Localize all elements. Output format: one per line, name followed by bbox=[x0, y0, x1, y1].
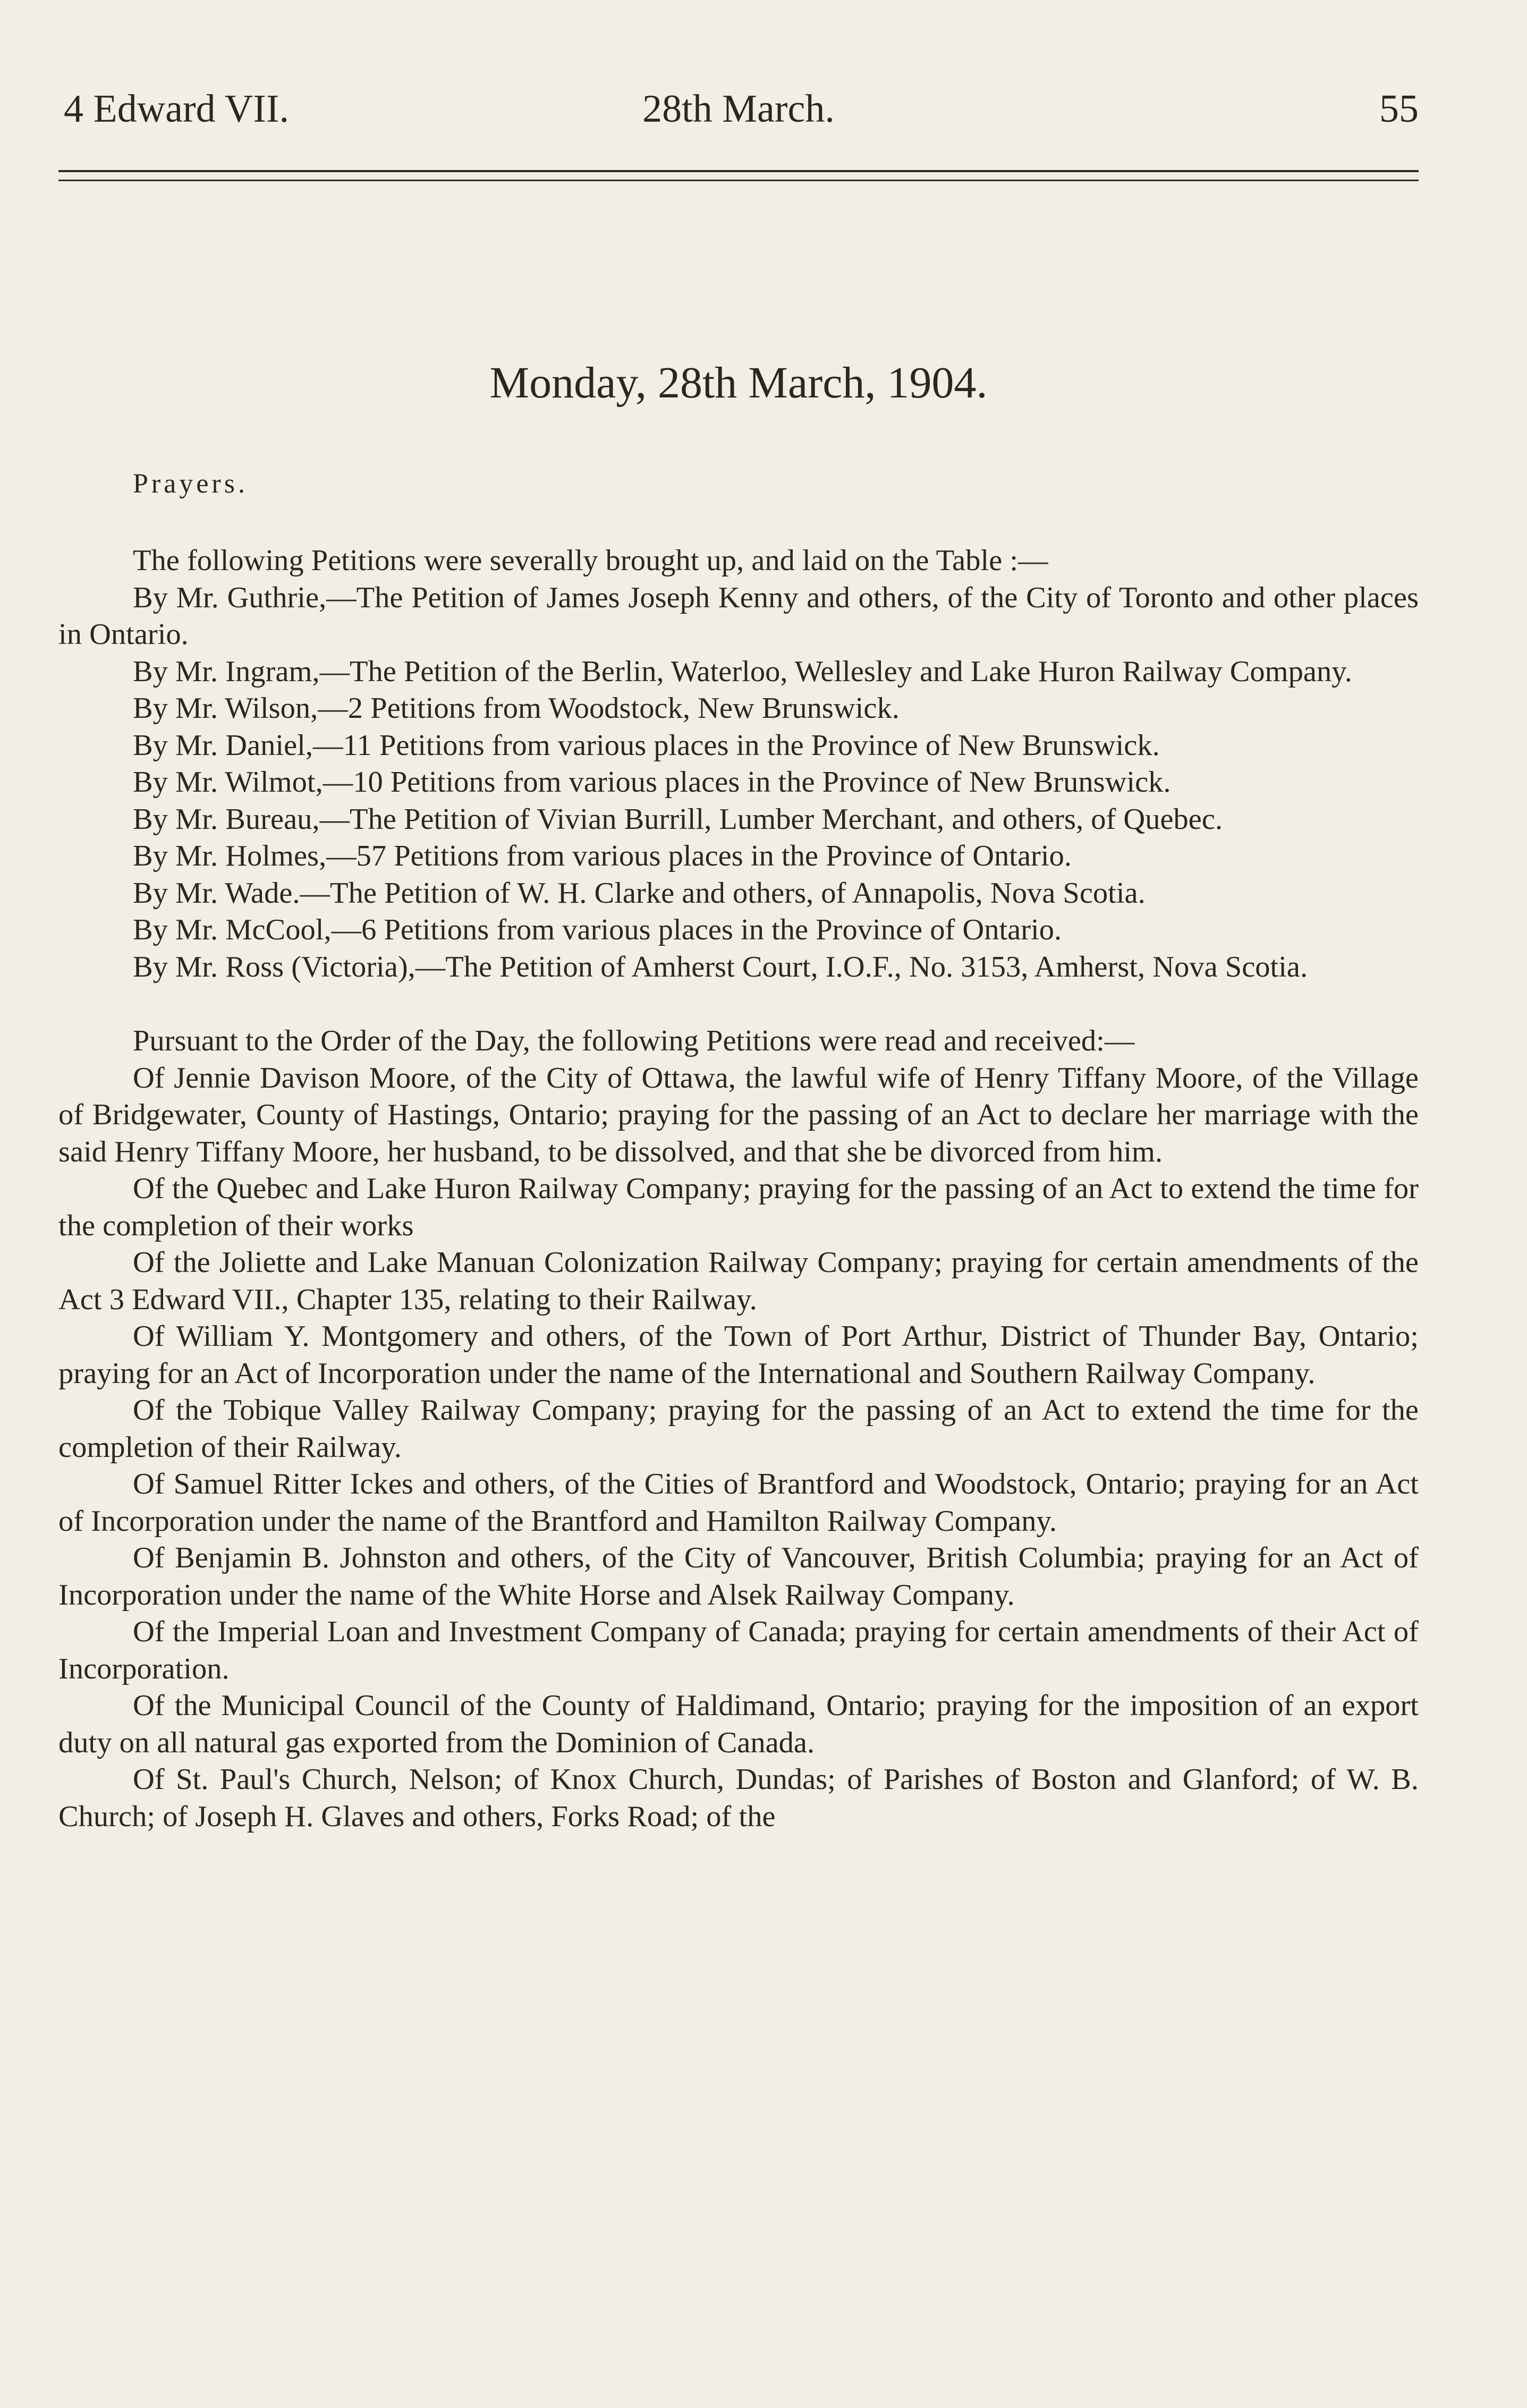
running-head bbox=[58, 80, 1419, 138]
petition-entry: By Mr. Wilson,—2 Petitions from Woodstock, New Brunswick. bbox=[133, 692, 900, 725]
received-intro: Pursuant to the Order of the Day, the following Petitions were read and received:— bbox=[133, 1024, 1135, 1057]
petitions-received bbox=[58, 1023, 1419, 1835]
petition-entry: By Mr. Holmes,—57 Petitions from various places in the Province of Ontario. bbox=[133, 840, 1072, 872]
prayers-label: Prayers. bbox=[133, 469, 248, 499]
received-entry: Of Jennie Davison Moore, of the City of Ottawa, the lawful wife of Henry Tiffany Moore, of the Village of Bridgewater, County of Hastings, Ontario; praying for the passing of an Act to declare her marriage with the said Henry Tiffany Moore, her husband, to be dissolved, and that she be divorced from him. bbox=[58, 1061, 1419, 1168]
page-number: 55 bbox=[1379, 87, 1419, 131]
petition-entry: By Mr. Ingram,—The Petition of the Berlin, Waterloo, Wellesley and Lake Huron Railway Company. bbox=[133, 655, 1352, 688]
received-entry: Of Samuel Ritter Ickes and others, of the Cities of Brantford and Woodstock, Ontario; praying for an Act of Incorporation under the name of the Brantford and Hamilton Railway Company. bbox=[58, 1468, 1419, 1538]
received-entry: Of the Quebec and Lake Huron Railway Company; praying for the passing of an Act to extend the time for the completion of their works bbox=[58, 1172, 1419, 1242]
petition-entry: By Mr. Guthrie,—The Petition of James Joseph Kenny and others, of the City of Toronto and other places in Ontario. bbox=[58, 581, 1419, 651]
petition-entry: By Mr. Daniel,—11 Petitions from various places in the Province of New Brunswick. bbox=[133, 728, 1160, 762]
petition-entry: By Mr. Bureau,—The Petition of Vivian Burrill, Lumber Merchant, and others, of Quebec. bbox=[133, 802, 1223, 836]
journal-page bbox=[58, 80, 1419, 1835]
petition-intro: The following Petitions were severally brought up, and laid on the Table :— bbox=[133, 544, 1048, 577]
received-entry: Of the Imperial Loan and Investment Company of Canada; praying for certain amendments of their Act of Incorporation. bbox=[58, 1615, 1419, 1685]
petitions-brought-up bbox=[58, 542, 1419, 986]
petition-entry: By Mr. Wilmot,—10 Petitions from various places in the Province of New Brunswick. bbox=[133, 766, 1171, 799]
received-entry: Of Benjamin B. Johnston and others, of the City of Vancouver, British Columbia; praying for an Act of Incorporation under the name of the White Horse and Alsek Railway Company. bbox=[58, 1541, 1419, 1612]
petition-entry: By Mr. Wade.—The Petition of W. H. Clarke and others, of Annapolis, Nova Scotia. bbox=[133, 876, 1146, 910]
header-date: 28th March. bbox=[642, 87, 835, 131]
received-entry: Of the Joliette and Lake Manuan Colonization Railway Company; praying for certain amendments of the Act 3 Edward VII., Chapter 135, relating to their Railway. bbox=[58, 1246, 1419, 1316]
petition-entry: By Mr. McCool,—6 Petitions from various places in the Province of Ontario. bbox=[133, 913, 1062, 946]
header-double-rule bbox=[58, 170, 1419, 181]
date-heading: Monday, 28th March, 1904. bbox=[489, 358, 988, 408]
received-entry: Of William Y. Montgomery and others, of the Town of Port Arthur, District of Thunder Bay, Ontario; praying for an Act of Incorporation under the name of the International and Southern Railway Company. bbox=[58, 1320, 1419, 1390]
petition-entry: By Mr. Ross (Victoria),—The Petition of Amherst Court, I.O.F., No. 3153, Amherst, Nova Scotia. bbox=[133, 950, 1308, 983]
received-entry: Of St. Paul's Church, Nelson; of Knox Church, Dundas; of Parishes of Boston and Glanford; of W. B. Church; of Joseph H. Glaves and others, Forks Road; of the bbox=[58, 1763, 1419, 1833]
received-entry: Of the Municipal Council of the County of Haldimand, Ontario; praying for the imposition of an export duty on all natural gas exported from the Dominion of Canada. bbox=[58, 1689, 1419, 1759]
section-gap bbox=[58, 986, 1419, 1023]
regnal-year: 4 Edward VII. bbox=[64, 87, 290, 131]
received-entry: Of the Tobique Valley Railway Company; praying for the passing of an Act to extend the time for the completion of their Railway. bbox=[58, 1394, 1419, 1464]
